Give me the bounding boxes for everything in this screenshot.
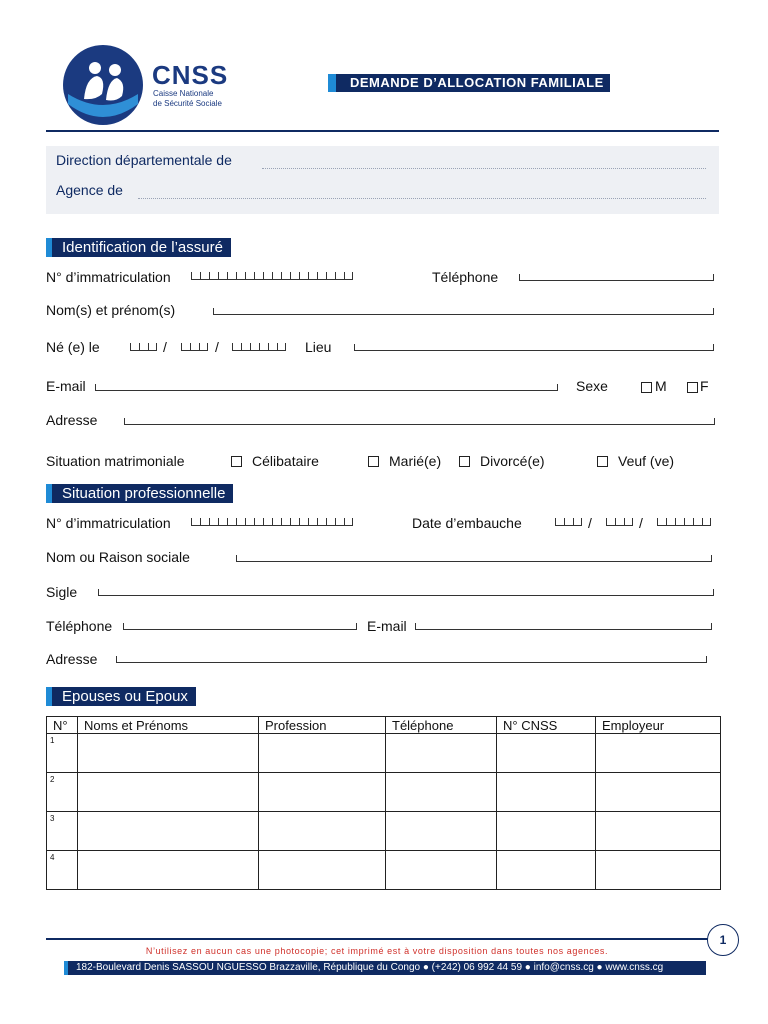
- table-row: [47, 773, 721, 812]
- raison-label: Nom ou Raison sociale: [46, 549, 190, 565]
- embauche-month-cells[interactable]: [606, 518, 633, 526]
- table-cell[interactable]: [78, 734, 259, 773]
- table-row: [47, 812, 721, 851]
- embauche-year-cells[interactable]: [657, 518, 711, 526]
- marie-label: Marié(e): [389, 453, 442, 469]
- direction-label: Direction départementale de: [56, 152, 232, 168]
- slash: /: [163, 339, 167, 355]
- table-cell[interactable]: [78, 773, 259, 812]
- sexe-m-label: M: [655, 378, 667, 394]
- row-number: 4: [47, 851, 78, 890]
- immat-label: N° d’immatriculation: [46, 269, 171, 285]
- sexe-label: Sexe: [576, 378, 608, 394]
- agence-label: Agence de: [56, 182, 123, 198]
- section-professionnelle: Situation professionnelle: [46, 484, 233, 503]
- tel-label: Téléphone: [432, 269, 499, 285]
- logo-line2: de Sécurité Sociale: [153, 99, 222, 108]
- row-number: 1: [47, 734, 78, 773]
- table-cell[interactable]: [497, 773, 596, 812]
- pro-email-label: E-mail: [367, 618, 407, 634]
- divorce-label: Divorcé(e): [480, 453, 545, 469]
- sexe-f-checkbox[interactable]: [687, 382, 698, 393]
- col-noms: Noms et Prénoms: [78, 717, 259, 734]
- lieu-field[interactable]: [354, 344, 714, 351]
- celibataire-label: Célibataire: [252, 453, 319, 469]
- sigle-field[interactable]: [98, 589, 714, 596]
- adresse-label: Adresse: [46, 412, 98, 428]
- direction-field[interactable]: [262, 168, 706, 169]
- logo-abbr: CNSS: [152, 60, 229, 90]
- ne-label: Né (e) le: [46, 339, 100, 355]
- embauche-day-cells[interactable]: [555, 518, 582, 526]
- lieu-label: Lieu: [305, 339, 332, 355]
- table-header-row: [47, 717, 721, 734]
- pro-adresse-field[interactable]: [116, 656, 707, 663]
- email-field[interactable]: [95, 384, 558, 391]
- table-cell[interactable]: [596, 851, 721, 890]
- birth-day-cells[interactable]: [130, 343, 157, 351]
- table-cell[interactable]: [259, 734, 386, 773]
- celibataire-checkbox[interactable]: [231, 456, 242, 467]
- pro-immat-cells[interactable]: [191, 518, 353, 526]
- footer-address: 182-Boulevard Denis SASSOU NGUESSO Brazzaville, République du Congo ● (+242) 06 992 44 59 ● info@cnss.cg ● www.cnss.cg: [64, 961, 706, 975]
- pro-tel-label: Téléphone: [46, 618, 113, 634]
- sexe-f-label: F: [700, 378, 709, 394]
- slash: /: [588, 515, 592, 531]
- immat-cells[interactable]: [191, 272, 353, 280]
- table-cell[interactable]: [386, 773, 497, 812]
- nom-field[interactable]: [213, 308, 714, 315]
- table-cell[interactable]: [386, 734, 497, 773]
- form-title: DEMANDE D’ALLOCATION FAMILIALE: [328, 74, 610, 92]
- page-number: 1: [707, 924, 739, 956]
- table-cell[interactable]: [259, 812, 386, 851]
- section-epoux: Epouses ou Epoux: [46, 687, 196, 706]
- row-number: 3: [47, 812, 78, 851]
- sigle-label: Sigle: [46, 584, 78, 600]
- table-cell[interactable]: [259, 773, 386, 812]
- table-row: [47, 851, 721, 890]
- table-cell[interactable]: [386, 851, 497, 890]
- table-cell[interactable]: [497, 851, 596, 890]
- cnss-logo: [62, 44, 144, 126]
- slash: /: [215, 339, 219, 355]
- adresse-field[interactable]: [124, 418, 715, 425]
- nom-label: Nom(s) et prénom(s): [46, 302, 176, 318]
- col-num: N°: [47, 717, 78, 734]
- situation-label: Situation matrimoniale: [46, 453, 185, 469]
- header-divider: [46, 130, 719, 132]
- table-cell[interactable]: [596, 773, 721, 812]
- footer-warning: N’utilisez en aucun cas une photocopie; cet imprimé est à votre disposition dans toutes nos agences.: [145, 946, 609, 956]
- table-cell[interactable]: [386, 812, 497, 851]
- embauche-label: Date d’embauche: [412, 515, 522, 531]
- footer-divider: [46, 938, 708, 940]
- row-number: 2: [47, 773, 78, 812]
- birth-month-cells[interactable]: [181, 343, 208, 351]
- slash: /: [639, 515, 643, 531]
- table-cell[interactable]: [596, 734, 721, 773]
- table-row: [47, 734, 721, 773]
- table-cell[interactable]: [497, 812, 596, 851]
- pro-email-field[interactable]: [415, 623, 712, 630]
- section-identification: Identification de l’assuré: [46, 238, 231, 257]
- table-cell[interactable]: [78, 851, 259, 890]
- table-cell[interactable]: [596, 812, 721, 851]
- divorce-checkbox[interactable]: [459, 456, 470, 467]
- pro-adresse-label: Adresse: [46, 651, 98, 667]
- tel-field[interactable]: [519, 274, 714, 281]
- table-cell[interactable]: [259, 851, 386, 890]
- veuf-checkbox[interactable]: [597, 456, 608, 467]
- col-profession: Profession: [259, 717, 386, 734]
- raison-field[interactable]: [236, 555, 712, 562]
- pro-immat-label: N° d’immatriculation: [46, 515, 171, 531]
- col-employeur: Employeur: [596, 717, 721, 734]
- epoux-table: [46, 716, 721, 890]
- pro-tel-field[interactable]: [123, 623, 357, 630]
- table-cell[interactable]: [497, 734, 596, 773]
- veuf-label: Veuf (ve): [618, 453, 675, 469]
- agence-field[interactable]: [138, 198, 706, 199]
- table-cell[interactable]: [78, 812, 259, 851]
- marie-checkbox[interactable]: [368, 456, 379, 467]
- sexe-m-checkbox[interactable]: [641, 382, 652, 393]
- col-cnss: N° CNSS: [497, 717, 596, 734]
- col-telephone: Téléphone: [386, 717, 497, 734]
- logo-line1: Caisse Nationale: [153, 89, 214, 98]
- email-label: E-mail: [46, 378, 86, 394]
- birth-year-cells[interactable]: [232, 343, 286, 351]
